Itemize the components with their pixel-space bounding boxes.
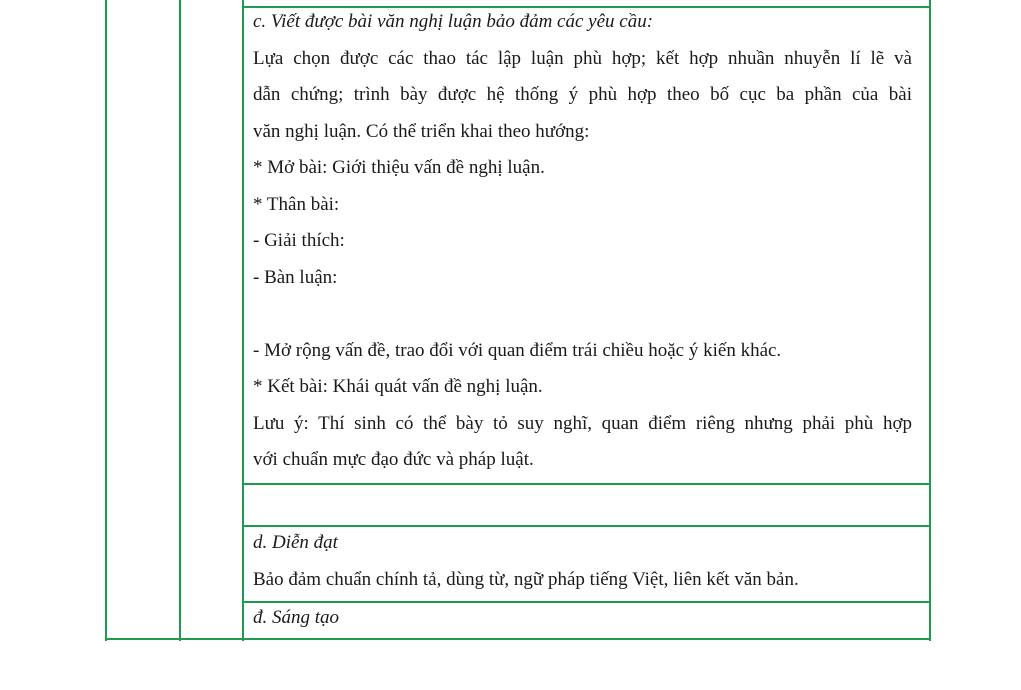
section-c-line: dẫn chứng; trình bày được hệ thống ý phù hợp theo bố cục ba phần của bài bbox=[253, 84, 912, 105]
section-c-line: * Kết bài: Khái quát vấn đề nghị luận. bbox=[253, 376, 543, 397]
row-divider-after-c bbox=[242, 483, 931, 485]
section-dd-heading: đ. Sáng tạo bbox=[253, 607, 340, 628]
table-left-border bbox=[105, 0, 107, 641]
section-d-heading: d. Diễn đạt bbox=[253, 532, 338, 553]
section-d bbox=[253, 524, 912, 598]
column-divider-1 bbox=[179, 0, 181, 641]
section-dd bbox=[253, 600, 912, 636]
section-c-line: - Bàn luận: bbox=[253, 266, 338, 288]
table-bottom-border bbox=[105, 638, 931, 640]
section-c-line: - Giải thích: bbox=[253, 230, 345, 251]
section-c-line: với chuẩn mực đạo đức và pháp luật. bbox=[253, 449, 534, 470]
section-c-line: văn nghị luận. Có thể triển khai theo hướng: bbox=[253, 120, 590, 142]
column-divider-2 bbox=[242, 0, 244, 641]
section-c bbox=[253, 4, 912, 479]
section-c-line bbox=[253, 296, 912, 333]
section-d-body: Bảo đảm chuẩn chính tả, dùng từ, ngữ pháp tiếng Việt, liên kết văn bản. bbox=[253, 569, 799, 590]
section-c-line: Lưu ý: Thí sinh có thể bày tỏ suy nghĩ, quan điểm riêng nhưng phải phù hợp bbox=[253, 412, 912, 434]
table-right-border bbox=[929, 0, 931, 641]
section-c-line: Lựa chọn được các thao tác lập luận phù hợp; kết hợp nhuần nhuyễn lí lẽ và bbox=[253, 47, 912, 69]
section-c-heading: c. Viết được bài văn nghị luận bảo đảm các yêu cầu: bbox=[253, 11, 654, 32]
section-c-line: * Mở bài: Giới thiệu vấn đề nghị luận. bbox=[253, 157, 545, 178]
section-c-line: - Mở rộng vấn đề, trao đổi với quan điểm trái chiều hoặc ý kiến khác. bbox=[253, 339, 782, 361]
section-c-line: * Thân bài: bbox=[253, 193, 340, 215]
